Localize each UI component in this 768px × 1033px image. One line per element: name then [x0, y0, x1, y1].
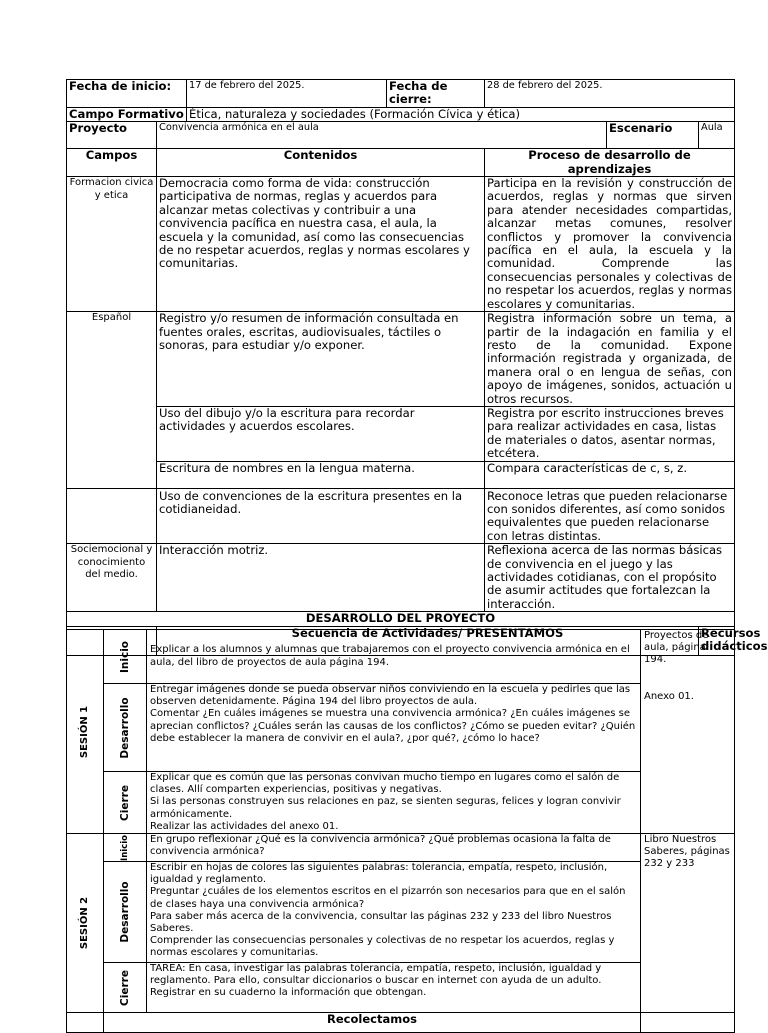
activity-cell: [147, 834, 641, 862]
activity-line: Realizar las actividades del anexo 01.: [150, 820, 339, 832]
activity-line: Comprender las consecuencias personales y colectivas de no respetar los acuerdos, reglas y normas escolares y comunitarias.: [150, 935, 615, 959]
phase-label: [104, 772, 147, 834]
phase-label-text: Cierre: [118, 784, 131, 821]
activity-cell: [147, 963, 641, 1013]
activity-cell: [147, 772, 641, 834]
escenario-value: Aula: [699, 122, 735, 149]
activity-line: Escribir en hojas de colores las siguientes palabras: tolerancia, empatía, respeto, inclusión, igualdad y reglamento.: [150, 862, 608, 886]
recursos-cell: [641, 630, 735, 834]
proceso-header: Proceso de desarrollo de aprendizajes: [485, 149, 735, 177]
desarrollo-title: DESARROLLO DEL PROYECTO: [67, 612, 735, 626]
activity-line: TAREA: En casa, investigar las palabras tolerancia, empatía, respeto, inclusión, igualdad y reglamento. Para ello, consultar diccionarios o buscar en internet con ayuda de un adulto. Registrar en su cuaderno la información que obtengan.: [150, 963, 602, 999]
phase-label: [104, 834, 147, 862]
phase-label: [104, 630, 147, 684]
proyecto-label: Proyecto: [67, 122, 157, 149]
activity-cell: [147, 684, 641, 772]
fecha-inicio-label: Fecha de inicio:: [67, 80, 187, 108]
blank-cell: [67, 1013, 104, 1033]
contenido-cell: Uso de convenciones de la escritura presentes en la cotidianeidad.: [157, 488, 485, 544]
session-label: [67, 630, 104, 834]
phase-label: [104, 684, 147, 772]
activity-line: Comentar ¿En cuáles imágenes se muestra una convivencia armónica? ¿En cuáles imágenes se aprecian conflictos? ¿Cuáles serán las causas de los conflictos? ¿Cómo se pueden evitar? ¿Quién debe establecer la manera de convivir en el aula?, ¿por qué?, ¿cómo lo hace?: [150, 708, 636, 744]
phase-label-text: Desarrollo: [118, 696, 131, 759]
activity-line: Si las personas construyen sus relaciones en paz, se sienten seguras, felices y logran convivir armónicamente.: [150, 796, 621, 820]
session-label: [67, 834, 104, 1013]
contenidos-header: Contenidos: [157, 149, 485, 177]
activity-cell: [147, 630, 641, 684]
sessions-table: [66, 629, 735, 1033]
proceso-cell: Participa en la revisión y construcción de acuerdos, reglas y normas que sirven para atender necesidades compartidas, alcanzar metas comunes, resolver conflictos y promover la convivencia pacífica en el aula, la escuela y la comunidad. Comprende las consecuencias personales y colectivas de no respetar los acuerdos, reglas y normas escolares y comunitarias.: [485, 177, 735, 312]
recursos-text: Anexo 01.: [644, 690, 694, 702]
campos-header: Campos: [67, 149, 157, 177]
activity-line: Explicar que es común que las personas convivan mucho tiempo en lugares como el salón de clases. Allí comparten experiencias, positivas y negativas.: [150, 772, 620, 796]
proceso-cell: Registra información sobre un tema, a partir de la indagación en familia y el resto de la comunidad. Expone información registrada y organizada, de manera oral o en lengua de señas, con apoyo de imágenes, sonidos, actuación u otros recursos.: [485, 312, 735, 407]
recursos-title: Recursos didácticos: [699, 626, 735, 655]
activity-line: Entregar imágenes donde se pueda observar niños conviviendo en la escuela y pedirles que las observen detenidamente. Página 194 del libro proyectos de aula.: [150, 684, 631, 708]
contenido-cell: Democracia como forma de vida: construcción participativa de normas, reglas y acuerdos para alcanzar metas colectivas y contribuir a una convivencia pacífica en nuestra casa, el aula, la escuela y la comunidad, así como las consecuencias de no respetar acuerdos, reglas y normas escolares y comunitarias.: [157, 177, 485, 312]
activity-line: Explicar a los alumnos y alumnas que trabajaremos con el proyecto convivencia armónica en el aula, del libro de proyectos de aula página 194.: [150, 644, 630, 668]
recursos-text: Libro Nuestros Saberes, páginas 232 y 233: [644, 834, 730, 870]
escenario-label: Escenario: [607, 122, 699, 149]
session-label-text: SESIÓN 2: [78, 896, 90, 950]
blank-cell: [641, 1013, 735, 1033]
fecha-cierre-value: 28 de febrero del 2025.: [485, 80, 735, 108]
phase-label-text: Desarrollo: [118, 881, 131, 943]
proceso-cell: Reconoce letras que pueden relacionarse con sonidos diferentes, así como sonidos equivalentes que pueden relacionarse con letras distintas.: [485, 488, 735, 544]
fecha-inicio-value: 17 de febrero del 2025.: [187, 80, 387, 108]
phase-label-text: Inicio: [118, 640, 131, 673]
fecha-cierre-label: Fecha de cierre:: [387, 80, 485, 108]
recolectamos-title: Recolectamos: [104, 1013, 641, 1033]
proceso-cell: Compara características de c, s, z.: [485, 461, 735, 488]
campo-cell: Sociemocional y conocimiento del medio.: [67, 544, 157, 612]
activity-line: Para saber más acerca de la convivencia, consultar las páginas 232 y 233 del libro Nuestros Saberes.: [150, 910, 612, 935]
proyecto-value: Convivencia armónica en el aula: [157, 122, 607, 149]
phase-label: [104, 963, 147, 1013]
session-label-text: SESIÓN 1: [78, 705, 90, 758]
contenido-cell: Interacción motriz.: [157, 544, 485, 612]
planning-table: [66, 79, 768, 656]
campo-cell: [67, 488, 157, 544]
phase-label-text: Inicio: [119, 834, 130, 861]
campo-formativo-value: Ética, naturaleza y sociedades (Formación Cívica y ética): [187, 107, 735, 121]
contenido-cell: Registro y/o resumen de información consultada en fuentes orales, escritas, audiovisuales, táctiles o sonoras, para estudiar y/o exponer.: [157, 312, 485, 407]
campo-cell: Formacion civica y etica: [67, 177, 157, 312]
activity-line: Preguntar ¿cuáles de los elementos escritos en el pizarrón son necesarios para que en el salón de clases haya una convivencia armónica?: [150, 886, 626, 910]
recursos-cell: [641, 834, 735, 1013]
campo-cell: Español: [67, 312, 157, 488]
activity-cell: [147, 862, 641, 963]
secuencia-title: Secuencia de Actividades/ PRESENTAMOS: [157, 626, 699, 655]
phase-label: [104, 862, 147, 963]
proceso-cell: Reflexiona acerca de las normas básicas de convivencia en el juego y las actividades cotidianas, con el propósito de asumir actitudes que fortalezcan la interacción.: [485, 544, 735, 612]
campo-formativo-label: Campo Formativo: [67, 107, 187, 121]
activity-line: En grupo reflexionar ¿Qué es la convivencia armónica? ¿Qué problemas ocasiona la falta de convivencia armónica?: [150, 834, 611, 858]
contenido-cell: Escritura de nombres en la lengua materna.: [157, 461, 485, 488]
contenido-cell: Uso del dibujo y/o la escritura para recordar actividades y acuerdos escolares.: [157, 406, 485, 461]
recursos-text: Proyectos de aula, página 194.: [644, 630, 709, 666]
phase-label-text: Cierre: [118, 969, 131, 1006]
proceso-cell: Registra por escrito instrucciones breves para realizar actividades en casa, listas de materiales o datos, asentar normas, etcétera.: [485, 406, 735, 461]
